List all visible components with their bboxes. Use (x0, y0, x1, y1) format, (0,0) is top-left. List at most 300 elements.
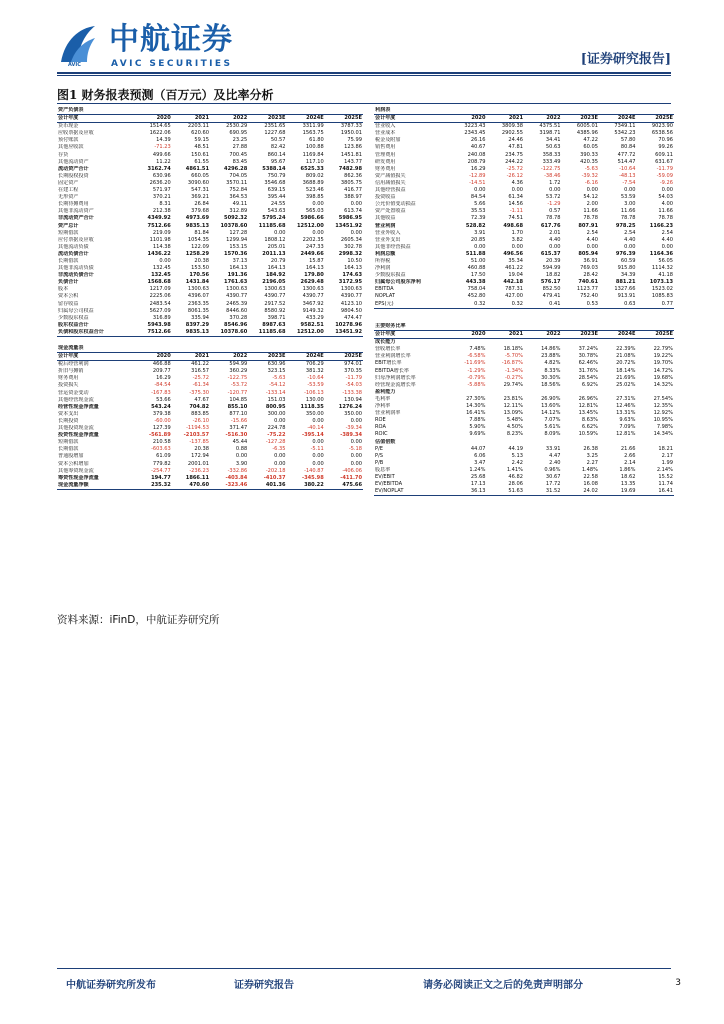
cell-value: 7.09% (619, 424, 636, 431)
cell-value: -254.77 (151, 467, 171, 474)
cell-value: 132.45 (151, 272, 171, 279)
cell-value: 4349.92 (147, 215, 171, 222)
cell-value: 379.68 (191, 208, 209, 215)
cell-value: 350.00 (344, 410, 362, 417)
row-label: 其他非流动负债 (58, 265, 94, 272)
cell-value: 9.63% (619, 417, 636, 424)
cell-value: 28.42 (583, 272, 598, 279)
cell-value: 443.38 (465, 279, 486, 286)
table-row (57, 397, 363, 404)
cell-value: 15.87 (309, 257, 324, 264)
cell-value: 78.78 (583, 215, 598, 222)
cell-value: -26.10 (192, 417, 209, 424)
row-label: 固定资产 (58, 179, 79, 186)
cell-value: 6525.33 (300, 165, 324, 172)
table-row (57, 425, 363, 432)
cell-value (637, 339, 675, 347)
cell-value: 61.80 (309, 137, 324, 144)
cell-value: 164.13 (229, 265, 248, 272)
row-label: 营业利润率 (375, 410, 401, 417)
cell-value: 4.40 (624, 236, 636, 243)
cell-value: 54.12 (583, 194, 598, 201)
table-row (57, 404, 363, 411)
cell-value: -345.98 (301, 474, 324, 481)
table-row (57, 432, 363, 439)
cell-value: 21.69% (616, 374, 636, 381)
cell-value: 12.46% (616, 403, 636, 410)
cell-value: 36.91 (583, 257, 598, 264)
cell-value: 234.75 (505, 151, 523, 158)
cell-value: 8061.35 (187, 307, 209, 314)
cell-value: 1166.23 (649, 222, 673, 229)
cell-value: 978.25 (615, 222, 636, 229)
footer-report-type: 证券研究报告 (234, 980, 294, 991)
cell-value: 0.00 (549, 187, 561, 194)
table-header-row (374, 331, 674, 339)
cell-value (524, 389, 562, 396)
cell-value: 1164.36 (649, 250, 673, 257)
cell-value: 23.25 (232, 137, 248, 144)
cell-value: 370.35 (344, 368, 362, 375)
cell-value: 3172.95 (338, 279, 362, 286)
cell-value: 16.08 (583, 481, 598, 488)
table-section-title: 主要财务比率 (374, 323, 674, 331)
cash-flow-table (57, 345, 363, 490)
cell-value: 21.66 (620, 445, 636, 452)
row-label: 应收票据及应收 (58, 130, 94, 137)
table-row (57, 173, 363, 180)
row-label: 资产处置收益 (375, 208, 406, 215)
row-label: 估值倍数 (375, 438, 396, 445)
cell-value: 7349.11 (614, 123, 636, 130)
cell-value: 1217.09 (149, 286, 171, 293)
cell-value: 1118.35 (300, 403, 324, 410)
row-label: 长期借款 (58, 257, 79, 264)
cell-value: 74.51 (508, 215, 523, 222)
cell-value: 5986.66 (300, 215, 324, 222)
cell-value: 62.46% (578, 360, 598, 367)
cell-value: 0.00 (274, 453, 286, 460)
cell-value: -54.03 (345, 382, 362, 389)
cell-value (487, 339, 525, 347)
table-row (57, 293, 363, 300)
cell-value: 528.82 (465, 222, 486, 229)
table-row (374, 460, 674, 467)
cell-value: 639.15 (267, 187, 286, 194)
cell-value: 240.08 (467, 151, 486, 158)
cell-value: 1.48% (581, 466, 598, 473)
row-label: 营业收入 (375, 123, 396, 130)
cell-value: 1570.36 (224, 250, 248, 257)
cell-value (449, 389, 487, 396)
table-row (374, 286, 674, 293)
cell-value: 46.82 (508, 473, 523, 480)
table-row (374, 201, 674, 208)
cell-value: 57.80 (620, 137, 636, 144)
cell-value: 3.90 (235, 460, 248, 467)
cell-value: 17.50 (470, 272, 486, 279)
cell-value: 1.72 (549, 179, 561, 186)
row-label: 净利率 (375, 403, 391, 410)
cell-value: 752.40 (580, 293, 598, 300)
cell-value: 30.30% (541, 374, 561, 381)
cell-value: 80.84 (620, 144, 636, 151)
cell-value: 51.63 (487, 488, 525, 496)
cell-value: 72.39 (470, 215, 486, 222)
table-row (57, 237, 363, 244)
cell-value: -11.79 (656, 165, 673, 172)
cell-value: 37.24% (578, 346, 598, 353)
row-label: 所得税 (375, 257, 391, 264)
row-label: 其他筹资现金流 (58, 467, 94, 474)
row-label: 长期待摊费用 (58, 201, 89, 208)
column-header-label: 会计年度 (374, 115, 449, 123)
cell-value: 1866.11 (185, 474, 209, 481)
cell-value: 316.89 (152, 314, 171, 321)
cell-value (599, 439, 637, 446)
cell-value: 6.62% (581, 424, 598, 431)
cell-value: 511.88 (465, 250, 486, 257)
column-header-year: 2020 (134, 353, 172, 361)
cell-value: 8.23% (506, 431, 523, 438)
cell-value: -516.30 (225, 432, 248, 439)
row-label: 经营性现金净流量 (58, 403, 99, 410)
cell-value: 16.41% (466, 410, 486, 417)
table-row (57, 468, 363, 475)
cell-value: 750.79 (267, 172, 286, 179)
cell-value: 498.68 (503, 222, 523, 229)
column-header-year: 2025E (637, 331, 675, 339)
cell-value: 31.76% (578, 367, 598, 374)
cell-value: 56.05 (658, 257, 673, 264)
cell-value: 2449.66 (300, 250, 324, 257)
cell-value: 2225.06 (149, 293, 171, 300)
cell-value: 2196.05 (262, 279, 286, 286)
cell-value: 3805.75 (340, 179, 362, 186)
cell-value: 4123.10 (340, 300, 362, 307)
table-row (57, 265, 363, 272)
table-row (57, 446, 363, 453)
cell-value: 0.32 (449, 301, 487, 309)
avic-logo-icon (57, 22, 99, 68)
cell-value: 4296.28 (224, 165, 248, 172)
cell-value: -5.63 (584, 165, 598, 172)
table-section-row (374, 107, 674, 115)
cell-value: 14.34% (653, 431, 673, 438)
cell-value: 1523.02 (651, 286, 673, 293)
cell-value: 9804.50 (340, 307, 362, 314)
cell-value: 60.59 (620, 257, 636, 264)
row-label: 净利润 (375, 265, 391, 272)
cell-value: 117.10 (305, 158, 324, 165)
column-header-year: 2023E (248, 353, 286, 361)
cell-value: 4.40 (549, 236, 561, 243)
cell-value: 2.00 (586, 201, 598, 208)
cell-value: 1300.63 (302, 286, 324, 293)
column-header-year: 2023E (562, 331, 600, 339)
table-row (374, 166, 674, 173)
cell-value: 13.45% (578, 410, 598, 417)
cell-value: 0.00 (624, 187, 636, 194)
cell-value: 123.86 (344, 144, 362, 151)
column-header-label: 会计年度 (57, 115, 134, 123)
cell-value: -5.88% (467, 381, 486, 388)
row-label: P/S (375, 452, 384, 459)
cell-value: 460.88 (467, 265, 486, 272)
cell-value: 706.29 (305, 361, 324, 368)
row-label: 营业利润 (375, 222, 396, 229)
row-label: 其他应收款 (58, 144, 84, 151)
cell-value: 153.50 (191, 265, 209, 272)
cell-value: 915.80 (617, 265, 636, 272)
cell-value: 53.72 (545, 194, 561, 201)
cell-value: 5342.23 (614, 130, 636, 137)
cell-value: 2605.34 (340, 236, 362, 243)
cell-value: 18.21 (658, 445, 673, 452)
cell-value: 61.55 (194, 158, 209, 165)
cell-value: 477.72 (617, 151, 636, 158)
column-header-year: 2020 (449, 331, 487, 339)
cell-value: -25.72 (192, 375, 209, 382)
cell-value: 0.00 (661, 243, 673, 250)
cell-value: 1101.98 (149, 236, 171, 243)
cell-value: 470.60 (172, 482, 210, 490)
cell-value: 6.92% (581, 381, 598, 388)
cell-value: 0.00 (474, 187, 486, 194)
cell-value: 704.82 (189, 403, 209, 410)
cell-value: 862.36 (344, 172, 362, 179)
cell-value: 54.03 (658, 194, 673, 201)
cell-value: 571.97 (152, 187, 171, 194)
cell-value: 0.57 (549, 208, 561, 215)
cell-value: 5.13 (511, 452, 523, 459)
cell-value: -39.32 (581, 172, 598, 179)
cell-value: 7.88% (469, 417, 486, 424)
cell-value: 433.29 (305, 314, 324, 321)
cell-value: 78.78 (658, 215, 673, 222)
table-row (374, 137, 674, 144)
row-label: 股本 (58, 286, 69, 293)
cell-value: 2998.32 (338, 250, 362, 257)
table-row (374, 223, 674, 230)
cell-value: 0.63 (599, 301, 637, 309)
page-number: 3 (675, 978, 681, 988)
cell-value: 1761.63 (224, 279, 248, 286)
cell-value: 4390.77 (340, 293, 362, 300)
row-label: 其他经营现金流 (58, 396, 94, 403)
cell-value: 401.36 (248, 482, 286, 490)
cell-value: 26.16 (470, 137, 486, 144)
cell-value: 3787.33 (340, 123, 362, 130)
cell-value: 37.13 (232, 257, 248, 264)
cell-value: 11.66 (658, 208, 673, 215)
cell-value: 75.99 (347, 137, 362, 144)
row-label: 非流动负债合计 (58, 272, 94, 279)
cell-value: 35.34 (508, 257, 523, 264)
cell-value: -375.30 (189, 389, 209, 396)
row-label: 其他收益 (375, 215, 396, 222)
cell-value: 2.54 (661, 229, 673, 236)
cell-value: 104.85 (229, 396, 248, 403)
cell-value: 18.82 (545, 272, 561, 279)
cell-value: 2483.54 (149, 300, 171, 307)
row-label: 信用减值损失 (375, 179, 406, 186)
cell-value: 26.90% (541, 395, 561, 402)
cell-value: 27.31% (616, 395, 636, 402)
cell-value: 690.95 (229, 130, 248, 137)
cell-value: 59.15 (194, 137, 209, 144)
table-row (374, 417, 674, 424)
cell-value: 2917.52 (264, 300, 286, 307)
cell-value: 2902.55 (501, 130, 523, 137)
cell-value: 369.21 (191, 194, 209, 201)
cell-value: 475.66 (325, 482, 363, 490)
cell-value: 807.91 (578, 222, 598, 229)
income-statement-table (374, 107, 674, 309)
cell-value: -84.54 (154, 382, 171, 389)
cell-value: 6.06 (474, 452, 486, 459)
cell-value: 17.72 (545, 481, 561, 488)
cell-value: 47.22 (583, 137, 598, 144)
cell-value: 5.48% (506, 417, 523, 424)
cell-value: -236.23 (189, 467, 209, 474)
cell-value: 0.00 (350, 453, 362, 460)
cell-value: 7.98% (656, 424, 673, 431)
cell-value: 0.00 (312, 229, 324, 236)
cell-value: 0.00 (350, 439, 362, 446)
table-row (374, 272, 674, 279)
cell-value: -0.27% (504, 374, 523, 381)
cell-value: 13.35 (620, 481, 636, 488)
cell-value: 499.66 (152, 151, 171, 158)
report-type-label: [证券研究报告] (580, 52, 671, 67)
cell-value: 514.47 (617, 158, 636, 165)
cell-value: -5.70% (504, 353, 523, 360)
cell-value: 5092.32 (224, 215, 248, 222)
cell-value: 61.09 (156, 453, 171, 460)
cell-value: 0.00 (350, 229, 362, 236)
cell-value: 29.74% (503, 381, 523, 388)
cell-value: 10.50 (347, 257, 362, 264)
cell-value: 9023.90 (651, 123, 673, 130)
figure-title: 图1 财务报表预测（百万元）及比率分析 (57, 88, 274, 102)
cell-value: -26.12 (506, 172, 523, 179)
row-label: 负债合计 (58, 279, 79, 286)
table-row (374, 265, 674, 272)
cell-value: 19.22% (653, 353, 673, 360)
column-header-year: 2022 (210, 353, 248, 361)
row-label: EV/EBITDA (375, 481, 403, 488)
row-label: 短期借款 (58, 439, 79, 446)
table-row (57, 315, 363, 322)
row-label: 长期借款 (58, 446, 79, 453)
cell-value: 18.62 (620, 473, 636, 480)
cell-value: 31.52 (524, 488, 562, 496)
cell-value: 3809.38 (501, 123, 523, 130)
column-header-year: 2024E (287, 353, 325, 361)
table-row (57, 201, 363, 208)
cell-value: 10.59% (578, 431, 598, 438)
table-section-row (57, 345, 363, 353)
row-label: 无形资产 (58, 194, 79, 201)
cell-value: 5.61% (544, 424, 561, 431)
table-section-title: 资产负债表 (57, 107, 363, 115)
table-header-row (57, 115, 363, 123)
table-row (374, 152, 674, 159)
cell-value: 1.86% (619, 466, 636, 473)
cell-value: 27.54% (653, 395, 673, 402)
column-header-year: 2025E (637, 115, 675, 123)
cell-value: 2636.20 (149, 179, 171, 186)
cell-value: 5986.95 (338, 215, 362, 222)
cell-value: 18.56% (541, 381, 561, 388)
cell-value: 442.18 (503, 279, 523, 286)
table-row (57, 390, 363, 397)
cell-value: 14.30% (466, 403, 486, 410)
cell-value (599, 389, 637, 396)
row-label: 营业外支出 (375, 236, 401, 243)
cell-value: 9582.51 (300, 321, 324, 328)
cell-value: 20.38 (194, 257, 209, 264)
cell-value: 2.54 (586, 229, 598, 236)
table-row (374, 382, 674, 389)
cell-value (637, 439, 675, 446)
cell-value: 1300.63 (187, 286, 209, 293)
table-row (57, 152, 363, 159)
cell-value: 5627.09 (149, 307, 171, 314)
cell-value: 364.53 (229, 194, 248, 201)
cell-value: 779.82 (152, 460, 171, 467)
table-row (374, 467, 674, 474)
cell-value: 913.91 (617, 293, 636, 300)
cell-value: -137.85 (189, 439, 209, 446)
cell-value: 1299.94 (226, 236, 248, 243)
cell-value: 3467.92 (302, 300, 324, 307)
cell-value: -9.26 (659, 179, 673, 186)
cell-value: 630.96 (152, 172, 171, 179)
cell-value: 3.00 (624, 201, 636, 208)
cell-value: 20.79 (270, 257, 286, 264)
cell-value: 164.13 (267, 265, 286, 272)
cell-value: 8546.96 (224, 321, 248, 328)
cell-value: 700.45 (229, 151, 248, 158)
cell-value: 127.28 (229, 229, 248, 236)
table-row (57, 166, 363, 173)
table-row (374, 360, 674, 367)
cell-value: 8.09% (544, 431, 561, 438)
cell-value: 547.31 (191, 187, 209, 194)
cell-value: 3.47 (474, 459, 486, 466)
cell-value: 13.60% (541, 403, 561, 410)
cell-value: 10378.60 (210, 329, 248, 337)
column-header-label: 会计年度 (374, 331, 449, 339)
cell-value: 335.94 (191, 314, 209, 321)
cell-value: 800.95 (265, 403, 286, 410)
table-row (57, 230, 363, 237)
cell-value: 5.66 (474, 201, 486, 208)
row-label: 短期借款 (58, 229, 79, 236)
row-label: 税后经营利润 (58, 361, 89, 368)
cell-value: 0.00 (661, 187, 673, 194)
row-label: 营业利润增长率 (375, 353, 411, 360)
row-label: 财务费用 (58, 375, 79, 382)
cell-value: 1327.66 (614, 286, 636, 293)
cell-value: 10.95% (653, 417, 673, 424)
table-row (57, 180, 363, 187)
cell-value: 0.00 (235, 453, 248, 460)
row-label: 资本公积 (58, 293, 79, 300)
cell-value: 0.96% (544, 466, 561, 473)
